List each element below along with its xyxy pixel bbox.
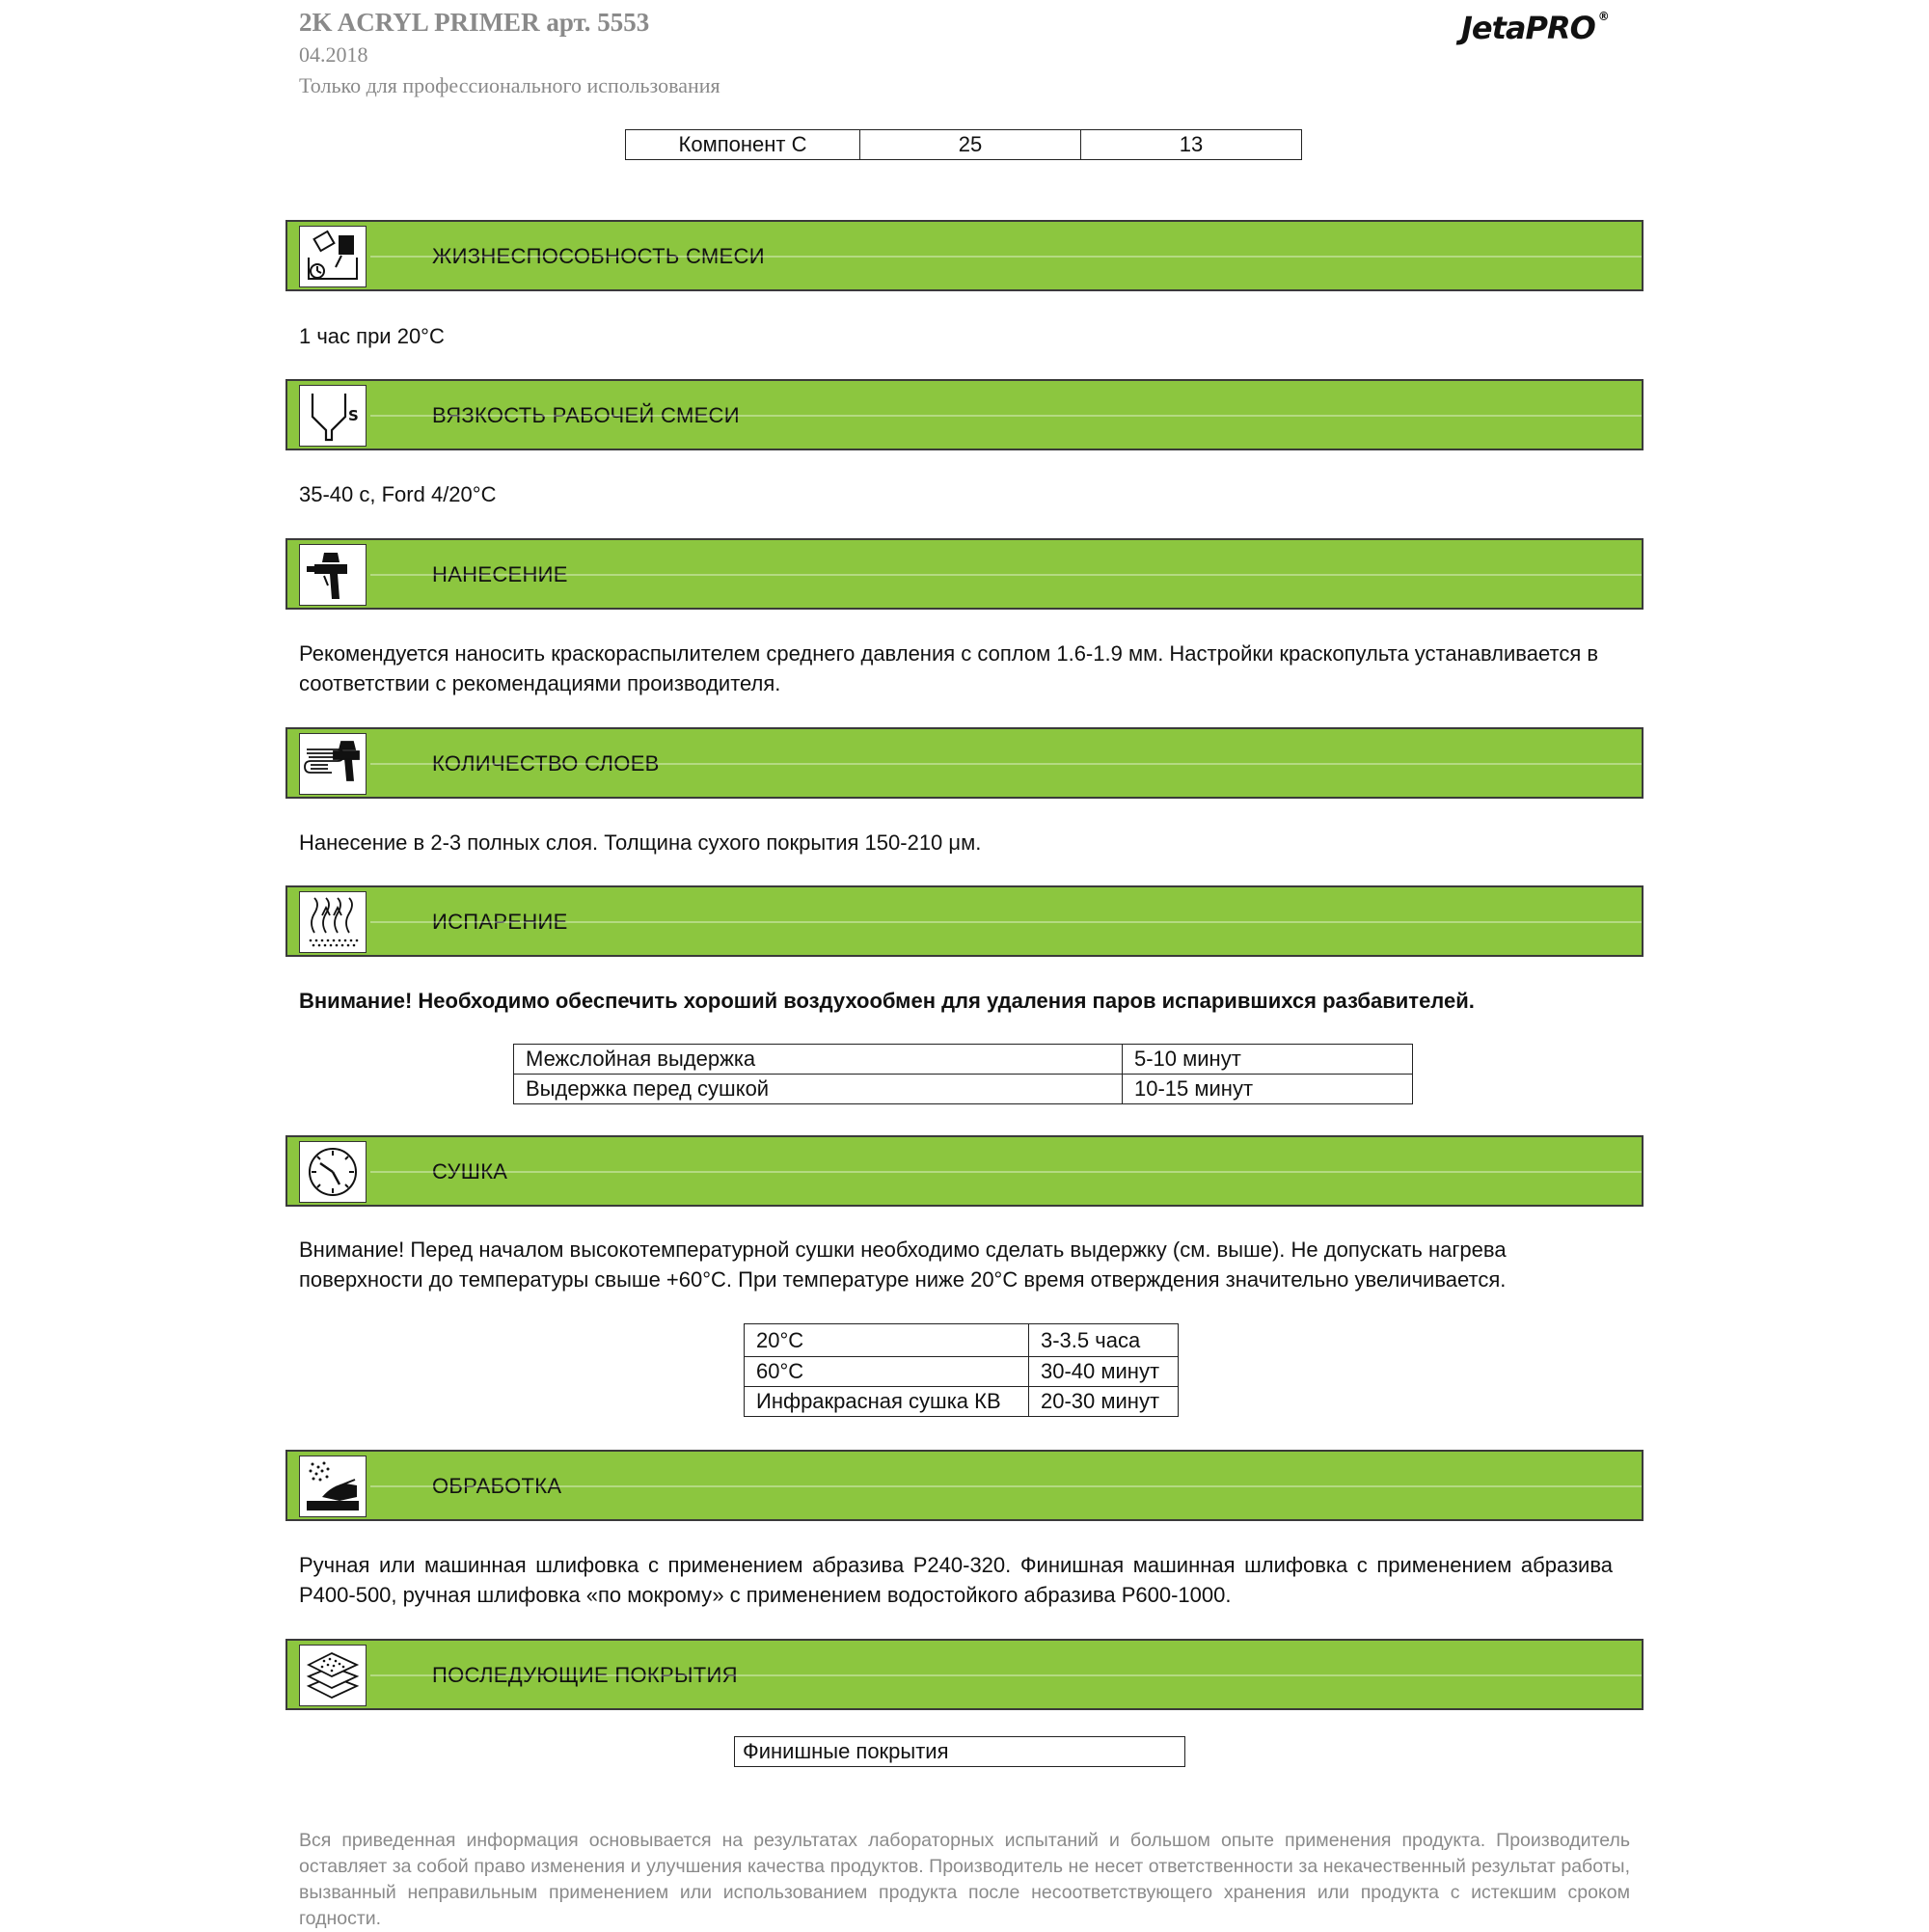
table-row [745, 1387, 1179, 1417]
evaporation-icon [299, 891, 367, 953]
coating-layers-icon [299, 1645, 367, 1706]
flash-off-table [513, 1044, 1413, 1104]
table-cell: Межслойная выдержка [514, 1045, 1123, 1075]
table-row [626, 130, 1302, 160]
table-cell: 20°С [745, 1324, 1029, 1357]
spray-layers-icon [299, 733, 367, 795]
table-cell: 13 [1081, 130, 1302, 160]
disclaimer-footer: Вся приведенная информация основывается на результатах лабораторных испытаний и большом опыте применения продукта. Производитель оставляет за собой право изменения и улучшения качества продуктов. Производитель не несет ответственности за некачественный результат работы, вызванный неправильным применением или использованием продукта после несоответствующего хранения или продукта с истекшим сроком годности. [299, 1830, 1630, 1929]
drying-table [744, 1323, 1179, 1417]
table-row [514, 1045, 1413, 1075]
table-cell: Финишные покрытия [735, 1737, 1185, 1767]
section-bar-flash-off [285, 885, 1644, 957]
section-title: НАНЕСЕНИЕ [432, 562, 568, 586]
section-bar-drying [285, 1135, 1644, 1207]
registered-mark: ® [1597, 10, 1609, 23]
section-title: СУШКА [432, 1159, 508, 1184]
pot-life-text: 1 час при 20°С [299, 324, 445, 348]
section-bar-pot-life [285, 220, 1644, 291]
section-title: ВЯЗКОСТЬ РАБОЧЕЙ СМЕСИ [432, 403, 740, 427]
table-cell: 3-3.5 часа [1029, 1324, 1179, 1357]
flash-off-warning: Внимание! Необходимо обеспечить хороший воздухообмен для удаления паров испарившихся разбавителей. [299, 989, 1475, 1013]
section-bar-topcoats [285, 1639, 1644, 1710]
document-usage-note: Только для профессионального использования [299, 73, 720, 97]
topcoats-table [734, 1736, 1185, 1767]
table-row [735, 1737, 1185, 1767]
table-cell: Инфракрасная сушка КВ [745, 1387, 1029, 1417]
clock-icon [299, 1141, 367, 1203]
table-cell: 10-15 минут [1123, 1075, 1413, 1104]
table-cell: 5-10 минут [1123, 1045, 1413, 1075]
coats-text: Нанесение в 2-3 полных слоя. Толщина сухого покрытия 150-210 μм. [299, 830, 982, 855]
section-bar-viscosity [285, 379, 1644, 450]
viscosity-icon-letter: S [348, 407, 359, 424]
viscosity-cup-icon [299, 385, 367, 447]
sanding-icon [299, 1456, 367, 1517]
section-bar-application [285, 538, 1644, 610]
section-title: ОБРАБОТКА [432, 1474, 562, 1498]
table-cell: 30-40 минут [1029, 1357, 1179, 1387]
component-table [625, 129, 1302, 160]
table-cell: 20-30 минут [1029, 1387, 1179, 1417]
section-bar-sanding [285, 1450, 1644, 1521]
table-cell: 25 [860, 130, 1081, 160]
section-title: ЖИЗНЕСПОСОБНОСТЬ СМЕСИ [432, 244, 765, 268]
logo-text: JetaPRO [1461, 10, 1595, 46]
section-title: ПОСЛЕДУЮЩИЕ ПОКРЫТИЯ [432, 1663, 738, 1687]
section-title: КОЛИЧЕСТВО СЛОЕВ [432, 751, 660, 776]
spray-gun-icon [299, 544, 367, 606]
table-cell: Выдержка перед сушкой [514, 1075, 1123, 1104]
table-cell: 60°С [745, 1357, 1029, 1387]
table-row [745, 1357, 1179, 1387]
section-title: ИСПАРЕНИЕ [432, 910, 568, 934]
document-date: 04.2018 [299, 42, 368, 67]
section-bar-coats [285, 727, 1644, 799]
mixing-timer-icon [299, 226, 367, 287]
table-row [514, 1075, 1413, 1104]
viscosity-text: 35-40 с, Ford 4/20°С [299, 482, 497, 506]
table-cell: Компонент С [626, 130, 860, 160]
sanding-text: Ручная или машинная шлифовка с применением абразива Р240-320. Финишная машинная шлифовка с применением абразива Р400-500, ручная шлифовка «по мокрому» с применением водостойкого абразива Р600-1000. [299, 1553, 1613, 1607]
document-title: 2K ACRYL PRIMER арт. 5553 [299, 8, 650, 37]
table-row [745, 1324, 1179, 1357]
drying-text: Внимание! Перед началом высокотемпературной сушки необходимо сделать выдержку (см. выше). Не допускать нагрева поверхности до температуры свыше +60°С. При температуре ниже 20°С время отверждения значительно увеличивается. [299, 1238, 1507, 1292]
brand-logo [1461, 10, 1609, 46]
application-text: Рекомендуется наносить краскораспылителем среднего давления с соплом 1.6-1.9 мм. Настройки краскопульта устанавливается в соответствии с рекомендациями производителя. [299, 641, 1599, 695]
